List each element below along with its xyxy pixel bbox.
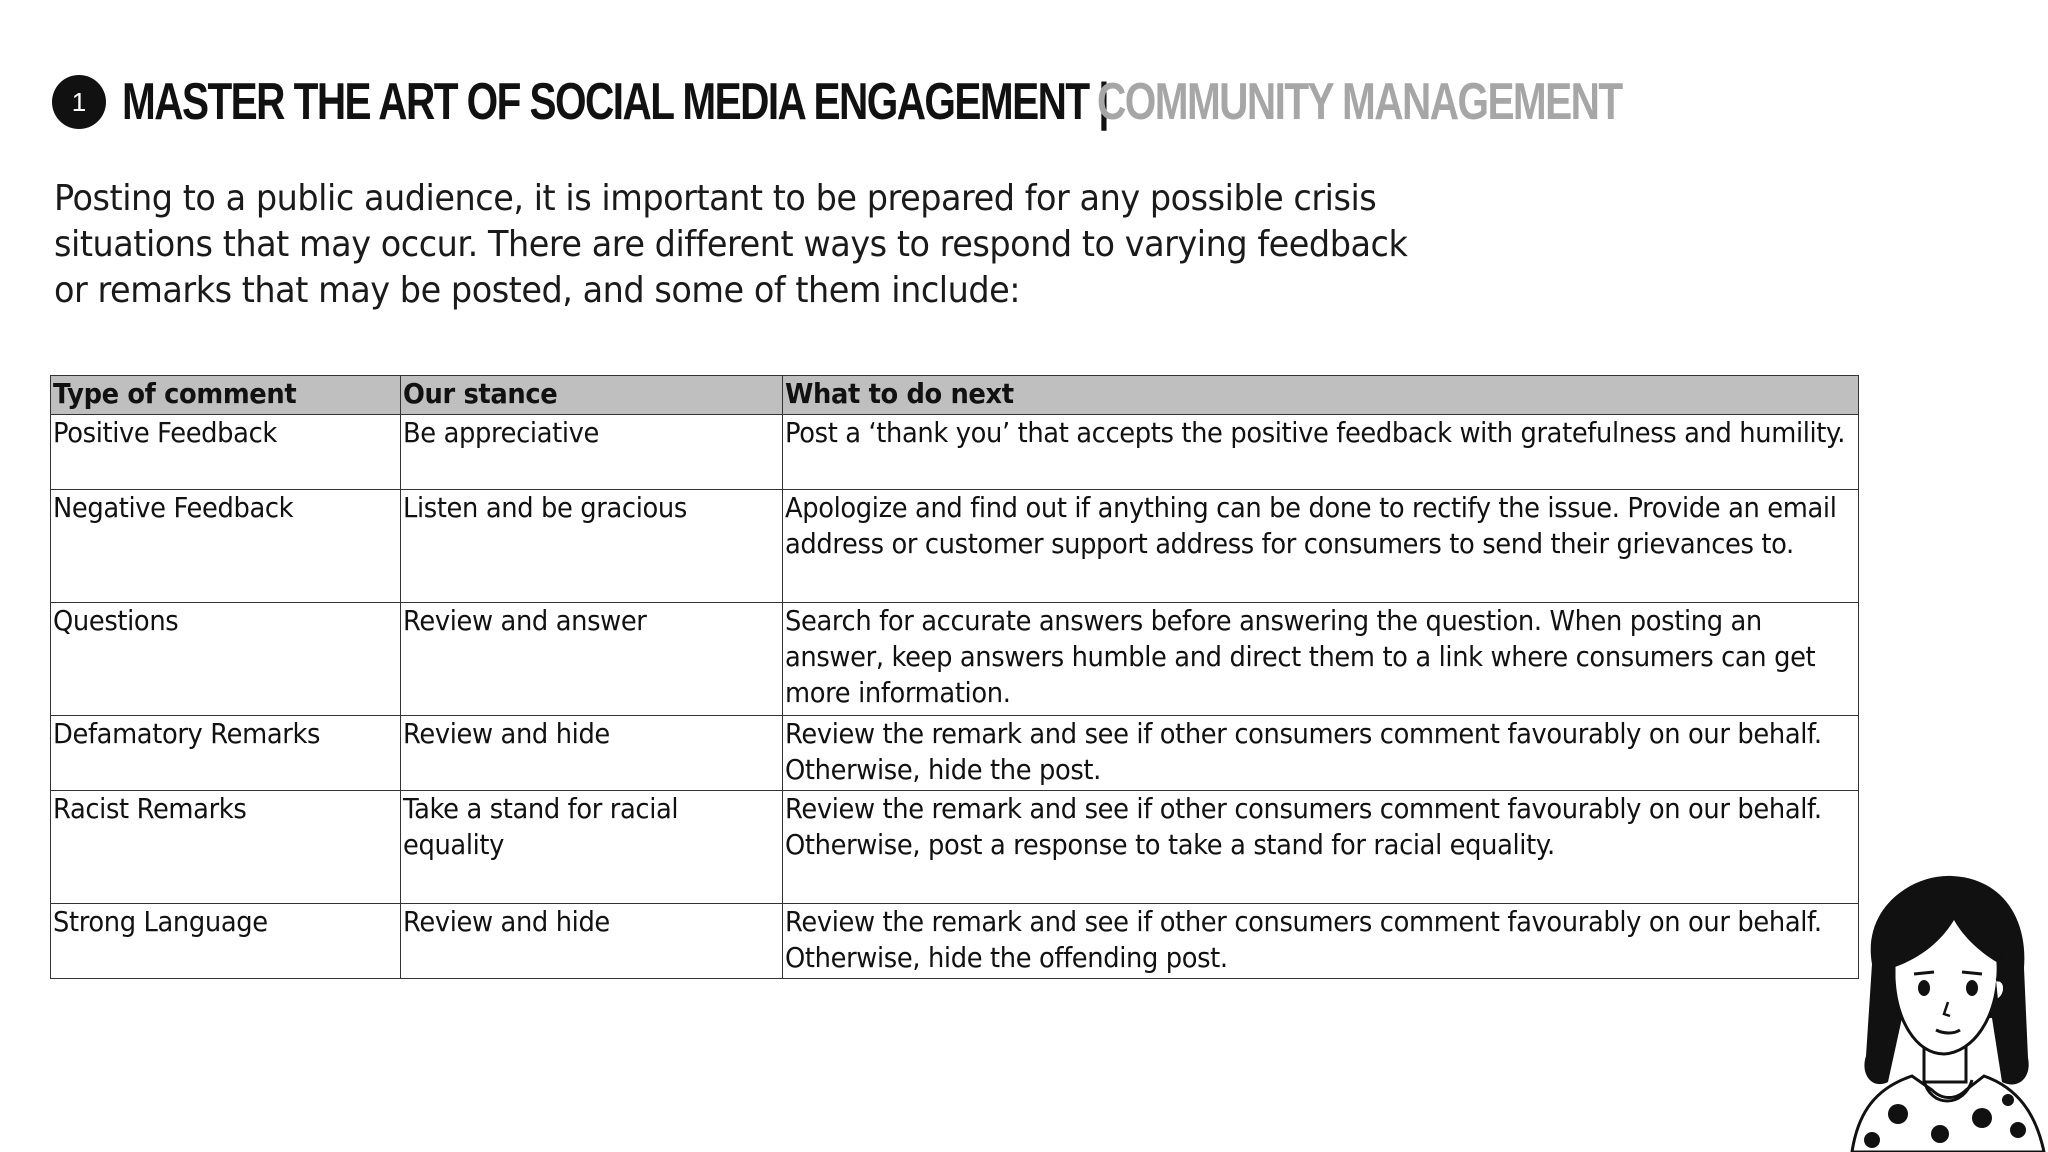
step-number-badge: 1 (52, 75, 106, 129)
cell-stance: Review and answer (401, 603, 783, 716)
cell-next-step: Review the remark and see if other consumers comment favourably on our behalf. Otherwise, hide the post. (783, 716, 1859, 791)
cell-comment-type: Defamatory Remarks (51, 716, 401, 791)
response-guide-table (50, 375, 1859, 979)
page-subtitle: COMMUNITY MANAGEMENT (1097, 73, 1622, 131)
table-row (51, 716, 1859, 791)
table-row (51, 490, 1859, 603)
cell-stance: Listen and be gracious (401, 490, 783, 603)
cell-stance: Review and hide (401, 716, 783, 791)
cell-next-step: Post a ‘thank you’ that accepts the positive feedback with gratefulness and humility. (783, 415, 1859, 490)
cell-comment-type: Positive Feedback (51, 415, 401, 490)
intro-line: Posting to a public audience, it is important to be prepared for any possible crisis (54, 178, 1377, 219)
table-row (51, 791, 1859, 904)
table-row (51, 415, 1859, 490)
cell-stance: Take a stand for racial equality (401, 791, 783, 904)
cell-comment-type: Questions (51, 603, 401, 716)
cell-next-step: Apologize and find out if anything can be done to rectify the issue. Provide an email address or customer support address for consumers to send their grievances to. (783, 490, 1859, 603)
table-header-row (51, 376, 1859, 415)
title-group (122, 72, 1770, 132)
column-header-next: What to do next (783, 376, 1859, 415)
title-main-container (122, 72, 1109, 132)
intro-paragraph (54, 176, 1494, 314)
intro-line: situations that may occur. There are different ways to respond to varying feedback (54, 224, 1408, 265)
cell-stance: Review and hide (401, 904, 783, 979)
cell-comment-type: Negative Feedback (51, 490, 401, 603)
column-header-stance: Our stance (401, 376, 783, 415)
cell-next-step: Review the remark and see if other consumers comment favourably on our behalf. Otherwise, post a response to take a stand for racial equality. (783, 791, 1859, 904)
column-header-type: Type of comment (51, 376, 401, 415)
cell-next-step: Search for accurate answers before answering the question. When posting an answer, keep answers humble and direct them to a link where consumers can get more information. (783, 603, 1859, 716)
cell-comment-type: Racist Remarks (51, 791, 401, 904)
cell-stance: Be appreciative (401, 415, 783, 490)
cell-next-step: Review the remark and see if other consumers comment favourably on our behalf. Otherwise, hide the offending post. (783, 904, 1859, 979)
table-row (51, 603, 1859, 716)
table-row (51, 904, 1859, 979)
page-title: MASTER THE ART OF SOCIAL MEDIA ENGAGEMENT | (122, 73, 1109, 131)
woman-portrait-icon (1832, 868, 2048, 1152)
page-header (52, 66, 1770, 138)
intro-line: or remarks that may be posted, and some of them include: (54, 270, 1021, 311)
cell-comment-type: Strong Language (51, 904, 401, 979)
